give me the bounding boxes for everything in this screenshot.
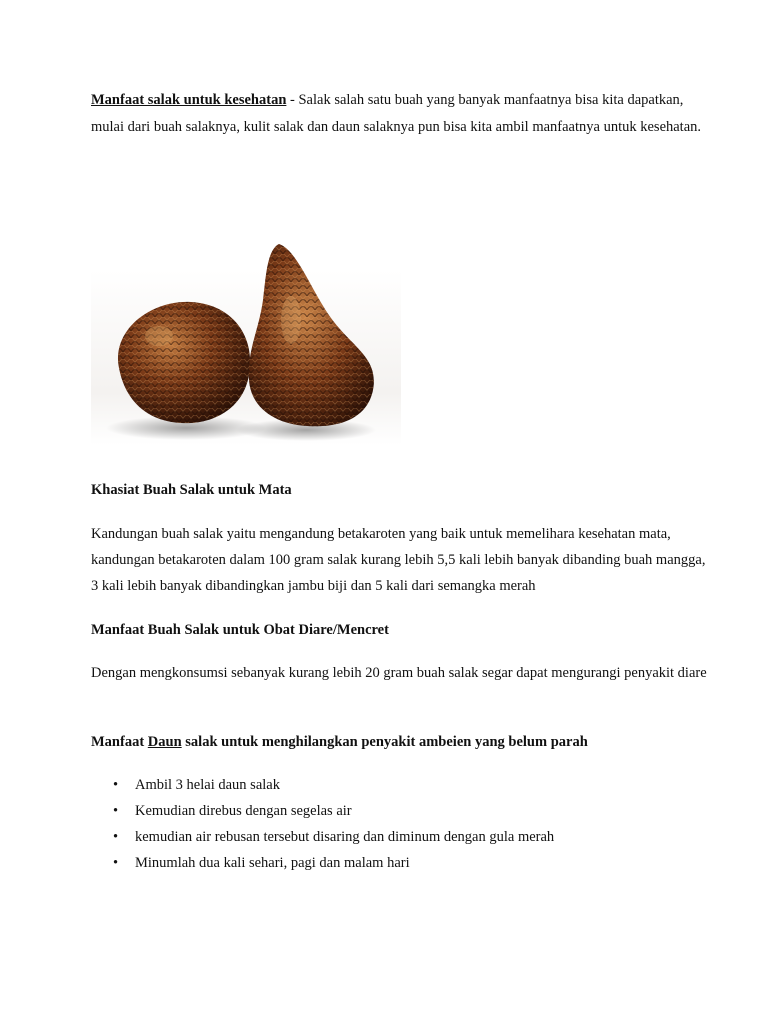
section-heading: Khasiat Buah Salak untuk Mata	[91, 482, 292, 498]
list-item	[91, 824, 711, 850]
intro-paragraph	[91, 87, 711, 140]
list-item	[91, 772, 711, 798]
section-leaf-benefit	[91, 732, 711, 876]
bullet-icon: •	[113, 803, 119, 819]
section-body: Kandungan buah salak yaitu mengandung betakaroten yang baik untuk memelihara kesehatan mata, kandungan betakaroten dalam 100 gram salak kurang lebih 5,5 kali lebih banyak dibanding buah mangga, 3 kali lebih banyak dibandingkan jambu biji dan 5 kali dari semangka merah	[91, 526, 706, 594]
salak-fruit-image	[91, 240, 401, 445]
bullet-icon: •	[113, 855, 119, 871]
list-item-text: Minumlah dua kali sehari, pagi dan malam hari	[135, 855, 410, 871]
list-item	[91, 850, 711, 876]
list-item-text: Ambil 3 helai daun salak	[135, 777, 280, 793]
heading-underlined-word: Daun	[147, 734, 182, 750]
intro-text: Salak salah satu buah yang banyak manfaatnya bisa kita dapatkan, mulai dari buah salaknya, kulit salak dan daun salaknya pun bisa kita ambil manfaatnya untuk kesehatan.	[91, 92, 702, 135]
article-title: Manfaat salak untuk kesehatan	[91, 92, 287, 108]
section-body: Dengan mengkonsumsi sebanyak kurang lebih 20 gram buah salak segar dapat mengurangi penyakit diare	[91, 665, 707, 681]
heading-suffix: salak untuk menghilangkan penyakit ambeien yang belum parah	[181, 734, 588, 750]
list-item-text: kemudian air rebusan tersebut disaring dan diminum dengan gula merah	[135, 829, 555, 845]
bullet-icon: •	[113, 829, 119, 845]
steps-list	[91, 772, 711, 876]
section-heading	[91, 732, 711, 752]
bullet-icon: •	[113, 777, 119, 793]
list-item-text: Kemudian direbus dengan segelas air	[135, 803, 352, 819]
salak-fruit-left	[118, 302, 250, 423]
list-item	[91, 798, 711, 824]
salak-fruit-illustration	[91, 240, 401, 445]
title-separator: -	[286, 92, 299, 108]
heading-prefix: Manfaat	[91, 734, 148, 750]
section-heading: Manfaat Buah Salak untuk Obat Diare/Mencret	[91, 622, 389, 638]
section-diarrhea-benefit	[91, 620, 711, 686]
section-eye-benefit	[91, 480, 711, 599]
intro-block	[91, 87, 711, 140]
